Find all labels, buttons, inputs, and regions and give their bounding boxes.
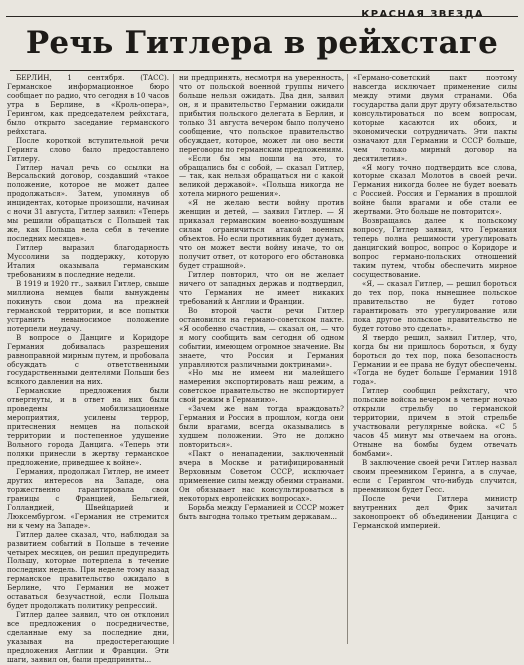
article-paragraph: Борьба между Германией и СССР может быть выгодна только третьим державам... [179, 502, 344, 521]
article-paragraph: Германия, продолжал Гитлер, не имеет других интересов на Западе, она торжественно гарантировала свои границы с Францией, Бельгией, Голландией, Швейцарией и Люксембургом. «Германия не стремится ни к чему на Западе». [7, 466, 169, 530]
article-paragraph: В заключение своей речи Гитлер назвал своим преемником Геринга, а в случае, если с Герингом что-нибудь случится, преемником будет Гесс. [353, 457, 517, 494]
column-divider-2 [347, 74, 348, 644]
article-paragraph: «Но мы не имеем ни малейшего намерения экспортировать наш режим, а советское правительство не экспортирует свой режим в Германию». [179, 368, 344, 405]
article-paragraph: Гитлер далее сказал, что, наблюдая за развитием событий в Польше в течение четырех месяцев, он решил предупредить Польшу, которые потерпела в течение последних недель. При неделе тому назад германское правительство ожидало в Берлине, что Германия не может оставаться безучастной, если Польша будет продолжать политику репрессий. [7, 529, 169, 611]
article-paragraph: «Зачем же нам тогда враждовать? Германия и Россия в прошлом, когда они были врагами, всегда оказывались в худшем положении. Это не должно повториться». [179, 404, 344, 450]
article-paragraph: В 1919 и 1920 гг., заявил Гитлер, свыше миллиона немцев были вынуждены покинуть свои дома на прежней германской территории, и все попытки устранить невыносимое положение потерпели неудачу. [7, 278, 169, 333]
masthead-rule [6, 16, 518, 17]
article-paragraph: Во второй части речи Гитлер остановился на германо-советском пакте. «Я особенно счастлив, — сказал он, — что я могу сообщить вам сегодня об одном событии, имеющем огромное значение. Вы знаете, что Россия и Германия управляются различными доктринами». [179, 305, 344, 369]
article-paragraph: Гитлер выразил благодарность Муссолини за поддержку, которую Италия оказывала германским требованиям в последние недели. [7, 243, 169, 279]
article-paragraph: «Я не желаю вести войну против женщин и детей, — заявил Гитлер. — Я приказал германским военно-воздушным силам ограничиться атакой военных объектов. Но если противник будет думать, что он может вести войну иначе, то он получит ответ, от которого его обстановка будет страшной». [179, 198, 344, 271]
article-paragraph: В вопросе о Данциге и Коридоре Германия добивалась разрешения равноправной мирным путем, и пробовала обсуждать с ответственными государственными деятелями Польши без всякого давления на них. [7, 332, 169, 387]
headline: Речь Гитлера в рейхстаге [25, 25, 499, 61]
article-column-1 [7, 73, 169, 664]
article-column-2 [179, 74, 344, 644]
article-paragraph: Германские предложения были отвергнуты, и в ответ на них были проведены мобилизационные мероприятия, усилены террор, притеснения немцев на польской территории и постепенное удушение Вольного города Данцига. «Теперь эти поляки принесли в жертву германское предложение, приведшее к войне». [7, 386, 169, 467]
article-paragraph: «Пакт о ненападении, заключенный вчера в Москве и ратифицированный Верховным Советом СССР, исключает применение силы между обеими странами. Он обязывает нас консультироваться в некоторых европейских вопросах». [179, 449, 344, 503]
article-paragraph: «Германо-советский пакт поэтому навсегда исключает применение силы между этими двумя странами. Оба государства дали друг другу обязательство консультироваться по всем вопросам, которые касаются их обоих, и экономически сотрудничать. Эти пакты означают для Германии и СССР больше, чем только мирный договор на десятилетия». [353, 73, 517, 163]
article-paragraph: После речи Гитлера министр внутренних дел Фрик зачитал законопроект об объединении Данцига с Германской империей. [353, 493, 517, 530]
article-paragraph: «Я, — сказал Гитлер, — решил бороться до тех пор, пока нынешнее польское правительство не будет готово гарантировать это урегулирование или пока другое польское правительство не будет готово это сделать». [353, 278, 517, 333]
article-paragraph: Гитлер повторил, что он не желает ничего от западных держав и подтвердил, что Германия не имеет никаких требований к Англии и Франции. [179, 269, 344, 306]
article-paragraph: «Если бы мы пошли на это, то обращались бы с собой, — сказал Гитлер, — так, как нельзя обращаться ни с какой великой державой». «Польша никогда не хотела мирного решения». [179, 153, 344, 199]
article-paragraph: «Я могу точно подтвердить все слова, которые сказал Молотов в своей речи. Германия никогда более не будет воевать с Россией. Россия и Германия в прошлой войне были врагами и обе стали ее жертвами. Это больше не повторится». [353, 162, 517, 217]
column-divider-1 [173, 74, 174, 644]
article-paragraph: Возвращаясь далее к польскому вопросу, Гитлер заявил, что Германия теперь полна решимости урегулировать данцигский вопрос, вопрос о Коридоре и вопрос германо-польских отношений таким путем, чтобы обеспечить мирное сосуществование. [353, 216, 517, 279]
headline-rule [10, 70, 514, 71]
article-body [7, 73, 519, 664]
article-paragraph: ни предпринять, несмотря на уверенность, что от польской военной группы ничего больше нельзя ожидать. Два дня, заявил он, я и правительство Германии ожидали прибытия польского делегата в Берлин, и только 31 августа вечером было получено сообщение, что польское правительство обсуждает, которое, может ли оно вести переговоры по германским предложениям. [179, 73, 344, 154]
article-paragraph: Гитлер сообщил рейхстагу, что польские войска вечером в четверг ночью открыли стрельбу по германской территории, причем в этой стрельбе участвовали регулярные войска. «С 5 часов 45 минут мы отвечаем на огонь. Отныне на бомбы будем отвечать бомбами». [353, 386, 517, 459]
masthead [0, 2, 524, 20]
article-paragraph: Гитлер далее заявил, что он отклонил все предложения о посредничестве, сделанные ему за последние дни, указывая на предостерегающие предложения Англии и Франции. Эти шаги, заявил он, были предприняты... [7, 610, 169, 664]
article-paragraph: БЕРЛИН, 1 сентября. (ТАСС). Германское информационное бюро сообщает по радио, что сегодня в 10 часов утра в Берлине, в «Кроль-опера», Герингом, как председателем рейхстага, было открыто заседание германского рейхстага. [7, 73, 169, 136]
article-paragraph: После короткой вступительной речи Геринга слово было предоставлено Гитлеру. [7, 135, 169, 163]
article-paragraph: Гитлер начал речь со ссылки на Версальский договор, создавший «такое положение, которое не может далее продолжаться». Затем, упомянув об инцидентах, которые произошли, начиная с ночи 31 августа, Гитлер заявил: «Теперь мы решили обращаться с Польшей так же, как Польша вела себя в течение последних месяцев». [7, 162, 169, 244]
masthead-title: КРАСНАЯ ЗВЕЗДА [361, 9, 484, 20]
article-column-3 [353, 74, 517, 644]
article-paragraph: Я твердо решил, заявил Гитлер, что, когда бы ни пришлось бороться, я буду бороться до тех пор, пока безопасность Германии и ее права не будут обеспечены. «Тогда не будет больше Германии 1918 года». [353, 332, 517, 387]
